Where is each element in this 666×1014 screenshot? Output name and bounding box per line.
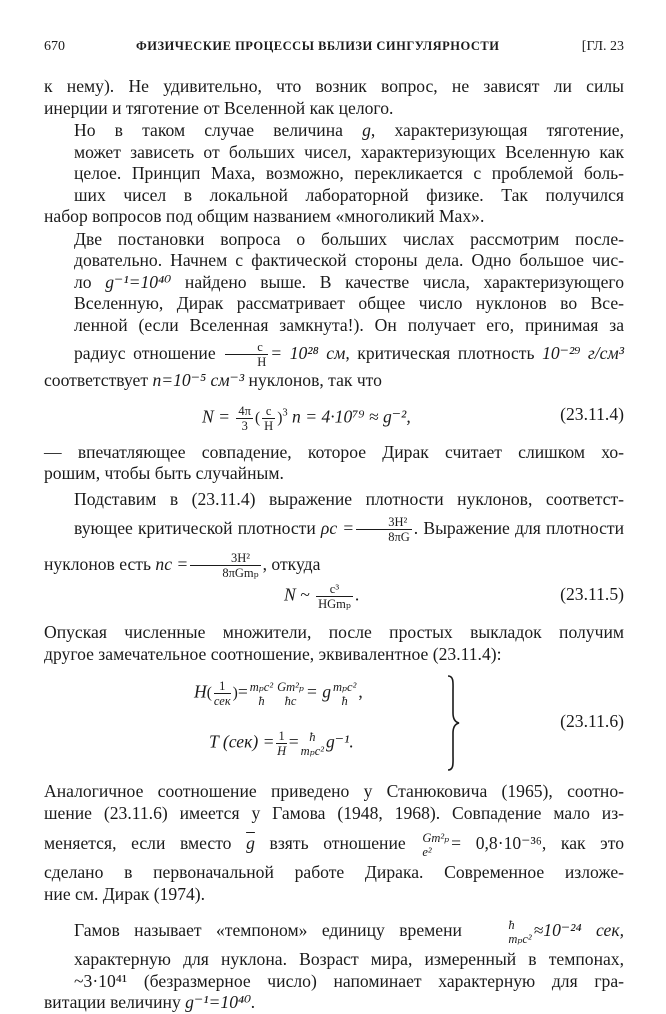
fraction	[236, 404, 253, 433]
math-inline: g⁻¹=10⁴⁰.	[185, 992, 256, 1012]
equation-23-11-5	[44, 574, 624, 616]
fraction	[333, 680, 356, 708]
fraction-denominator: ħc	[284, 693, 297, 708]
fraction-numerator: Gm²ₚ	[422, 830, 450, 845]
text-line: шение (23.11.6) имеется у Гамова (1948, 1968). Совпадение мало из-	[44, 802, 624, 823]
fraction	[214, 679, 231, 708]
equation-rhs: g⁻¹.	[326, 731, 354, 752]
equation-line-2	[209, 729, 354, 758]
fraction-denominator: H	[277, 744, 287, 758]
equation-mid: = g	[305, 681, 331, 702]
paren-open: (	[206, 684, 212, 702]
text-fragment: критическая плотность	[349, 343, 543, 363]
text-line: инерции и тяготение от Вселенной как целого.	[44, 97, 394, 118]
fraction-numerator: 4π	[238, 403, 251, 418]
fraction-hbar-mc2	[478, 918, 531, 946]
fraction	[262, 404, 275, 433]
fraction	[301, 730, 324, 758]
fraction	[250, 680, 273, 708]
text-line: Подставим в (23.11.4) выражение плотности нуклонов, соответст-	[74, 488, 624, 509]
equation-23-11-4	[44, 392, 624, 442]
text-fragment: радиус отношение	[74, 343, 224, 363]
text-fragment: . Выражение для плотности	[413, 518, 624, 538]
paragraph-4	[44, 442, 624, 485]
paren-open: (	[254, 409, 261, 427]
text-fragment: меняется, если вместо	[44, 833, 247, 853]
text-fragment: , характеризующая тяготение,	[370, 120, 624, 140]
text-line: Вселенную, Дирак рассматривает общее число нуклонов во Все-	[74, 293, 624, 313]
text-line: характерную для нуклона. Возраст мира, измеренный в темпонах,	[74, 949, 624, 969]
equation-lhs: N =	[202, 406, 231, 427]
text-line: сделано в первоначальной работе Дирака. Современное изложе-	[44, 862, 624, 882]
math-inline: n=10⁻⁵ см⁻³	[152, 370, 245, 390]
fraction-denominator: H	[257, 355, 267, 370]
math-inline: = 0,8·10⁻³⁶,	[451, 833, 547, 853]
text-line: ленной (если Вселенная замкнута!). Он получает его, принимая за	[74, 314, 624, 335]
text-fragment: найдено выше. В качестве числа, характеризующего	[171, 271, 624, 292]
right-brace	[446, 675, 460, 771]
math-inline: = 10²⁸ см,	[270, 343, 350, 363]
math-symbol: g	[362, 120, 371, 140]
fraction	[316, 582, 353, 611]
fraction-denominator: 3	[241, 418, 248, 433]
text-line: другое замечательное соотношение, эквивалентное (23.11.4):	[44, 643, 502, 664]
running-title: ФИЗИЧЕСКИЕ ПРОЦЕССЫ ВБЛИЗИ СИНГУЛЯРНОСТИ	[136, 39, 500, 53]
text-fragment: нуклонов, так что	[244, 370, 382, 390]
text-column	[44, 76, 624, 1014]
text-line: — впечатляющее совпадение, которое Дирак считает слишком хо-	[44, 441, 624, 462]
page-header	[44, 36, 624, 58]
fraction-denominator: mₚc²	[508, 931, 532, 946]
equation-rhs: .	[354, 584, 360, 605]
fraction-denominator: 8πG	[388, 530, 410, 545]
punctuation: ,	[358, 681, 363, 702]
fraction-denominator: H	[264, 418, 274, 433]
equation-23-11-6	[44, 675, 624, 777]
equation-line-1	[194, 679, 363, 708]
text-line: набор вопросов под общим названием «многоликий Мах».	[44, 206, 485, 226]
equation-lhs: T (сек) =	[209, 731, 275, 752]
text-line: рошим, чтобы быть случайным.	[44, 463, 284, 483]
text-fragment: соответствует	[44, 370, 153, 390]
text-line: может зависеть от больших чисел, характеризующих Вселенную как	[74, 141, 624, 162]
text-fragment: вующее критической плотности	[74, 518, 321, 538]
fraction	[276, 729, 286, 758]
math-inline: 10⁻²⁹ г/см³	[542, 343, 624, 363]
equation-lhs: N ~	[284, 584, 310, 605]
paragraph-2	[44, 120, 624, 228]
fraction-numerator: 1	[278, 729, 285, 743]
text-line: Аналогичное соотношение приведено у Станюковича (1965), соотно-	[44, 781, 624, 801]
math-inline: ρc =	[320, 518, 355, 538]
fraction-numerator: c³	[316, 582, 353, 597]
paren-close: )	[277, 409, 283, 427]
text-fragment: Гамов называет «темпоном» единицу времени	[74, 920, 477, 940]
math-inline: nc =	[155, 554, 189, 574]
fraction-numerator: 1	[214, 679, 231, 694]
fraction-numerator: mₚc²	[249, 679, 274, 694]
paragraph-8	[44, 911, 624, 1014]
equation-number: (23.11.6)	[560, 711, 624, 731]
text-fragment: ло	[74, 271, 106, 292]
text-line: ших чисел в локальной лабораторной физике. Так получился	[74, 184, 624, 205]
equals-sign: =	[237, 681, 248, 702]
fraction-denominator: mₚc²	[300, 743, 324, 758]
math-inline: g⁻¹=10⁴⁰	[105, 271, 172, 292]
fraction-denominator: сек	[213, 694, 231, 708]
equation-lhs: H	[194, 681, 207, 702]
text-fragment: как это	[546, 833, 624, 853]
page-number: 670	[44, 39, 65, 54]
text-fragment: взять отношение	[254, 833, 421, 853]
equation-number: (23.11.5)	[560, 584, 624, 604]
fraction-c-over-h	[225, 340, 268, 369]
fraction-numerator: Gm²ₚ	[277, 679, 304, 694]
paragraph-6	[44, 622, 624, 665]
fraction-numerator: 3H²	[356, 515, 412, 530]
paragraph-3	[44, 229, 624, 392]
fraction-numerator: 3H²	[190, 551, 260, 566]
text-fragment: , откуда	[262, 554, 321, 574]
text-line: Опуская численные множители, после простых выкладок получим	[44, 622, 624, 642]
fraction-denominator: ħ	[258, 693, 265, 708]
text-line: к нему). Не удивительно, что возник вопрос, не зависят ли силы	[44, 76, 624, 96]
fraction-denominator: ħ	[341, 693, 348, 708]
text-line: ~3·10⁴¹ (безразмерное число) напоминает характерную для гра-	[74, 970, 624, 991]
paragraph-1	[44, 76, 624, 119]
paragraph-5	[44, 489, 624, 583]
text-fragment: нуклонов есть	[44, 554, 156, 574]
fraction-numerator: ħ	[508, 917, 515, 932]
text-line: Две постановки вопроса о больших числах рассмотрим после-	[74, 228, 624, 249]
fraction	[277, 680, 304, 708]
math-symbol: $\overline{g}$	[246, 833, 255, 853]
equation-rhs: n = 4·10⁷⁹ ≈ g⁻²,	[292, 406, 411, 427]
fraction-denominator: 8πGmₚ	[222, 566, 259, 581]
text-line: целое. Принцип Маха, возможно, перекликается с проблемой боль-	[74, 163, 624, 183]
paren-close: )	[232, 684, 238, 702]
text-line: ние см. Дирак (1974).	[44, 883, 206, 904]
math-inline: ≈10⁻²⁴ сек,	[533, 920, 624, 940]
equation-number: (23.11.4)	[560, 403, 624, 424]
text-line: довательно. Начнем с фактической стороны дела. Одно большое чис-	[74, 250, 624, 270]
equals-sign: =	[288, 731, 299, 752]
fraction-gm2-e2	[422, 831, 449, 859]
fraction-denominator: e²	[422, 844, 432, 859]
exponent: 3	[282, 407, 288, 419]
fraction-numerator: c	[262, 404, 275, 419]
chapter-label: [ГЛ. 23	[581, 39, 624, 54]
fraction-denominator: HGmₚ	[318, 597, 351, 611]
fraction-numerator: mₚc²	[333, 679, 357, 694]
text-fragment: Но в таком случае величина	[74, 120, 363, 140]
fraction-numerator: c	[225, 340, 268, 355]
paragraph-7	[44, 781, 624, 905]
text-fragment: витации величину	[44, 992, 186, 1012]
fraction-rho-c	[356, 515, 412, 544]
fraction-numerator: ħ	[309, 729, 316, 744]
